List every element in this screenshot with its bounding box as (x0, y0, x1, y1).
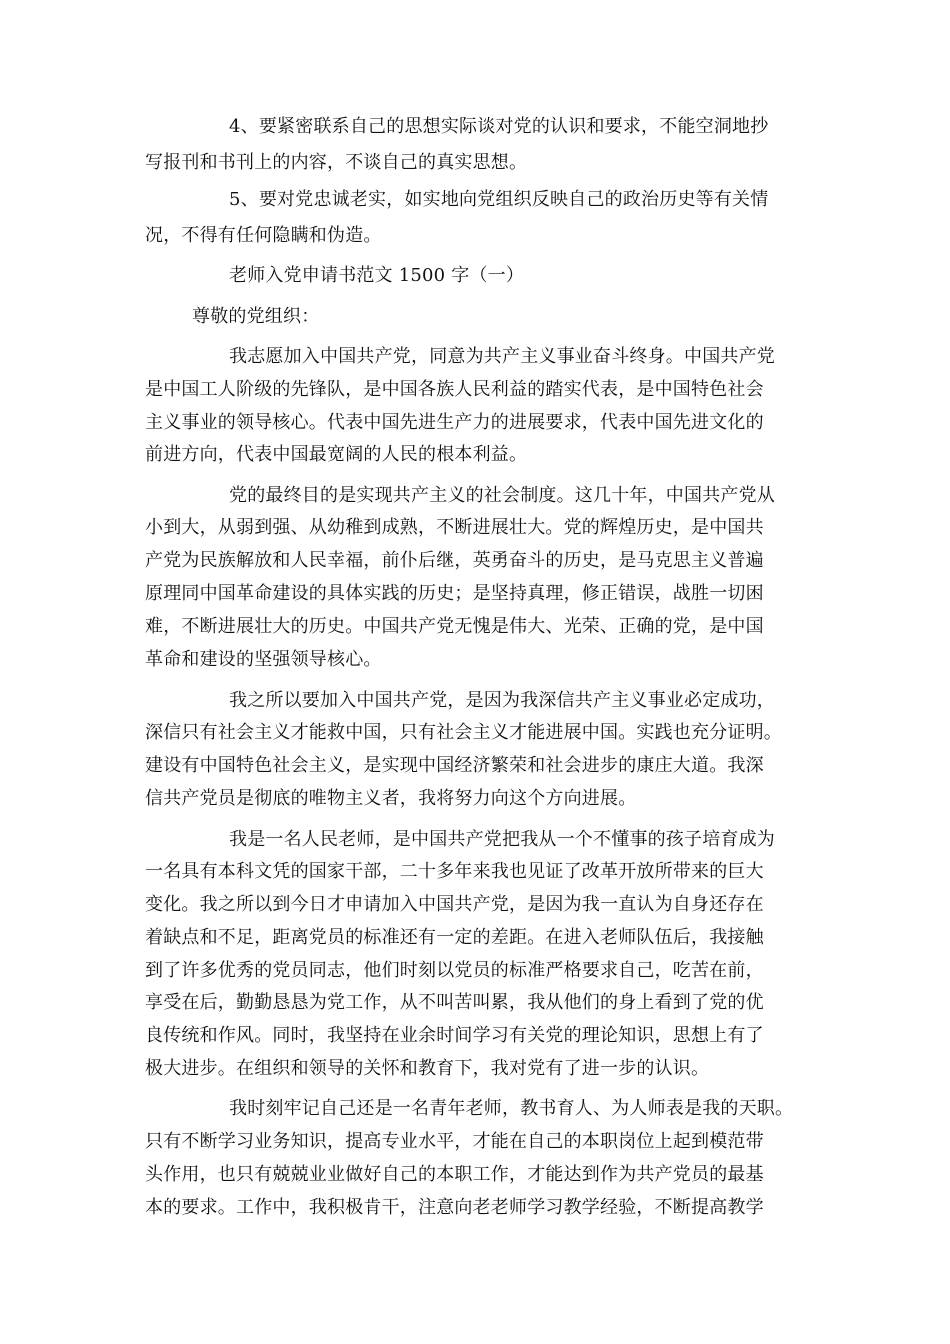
text-line: 变化。我之所以到今日才申请加入中国共产党，是因为我一直认为自身还存在 (145, 894, 764, 915)
text-line: 我时刻牢记自己还是一名青年老师，教书育人、为人师表是我的天职。 (229, 1098, 794, 1119)
text-line: 享受在后，勤勤恳恳为党工作，从不叫苦叫累，我从他们的身上看到了党的优 (145, 992, 764, 1013)
text-line: 极大进步。在组织和领导的关怀和教育下，我对党有了进一步的认识。 (145, 1058, 710, 1079)
text-line: 我志愿加入中国共产党，同意为共产主义事业奋斗终身。中国共产党 (229, 346, 775, 367)
text-line: 头作用，也只有兢兢业业做好自己的本职工作，才能达到作为共产党员的最基 (145, 1164, 764, 1185)
text-line: 着缺点和不足，距离党员的标准还有一定的差距。在进入老师队伍后，我接触 (145, 927, 764, 948)
text-line: 深信只有社会主义才能救中国，只有社会主义才能进展中国。实践也充分证明。 (145, 722, 782, 743)
text-line: 难，不断进展壮大的历史。中国共产党无愧是伟大、光荣、正确的党，是中国 (145, 616, 764, 637)
text-line: 本的要求。工作中，我积极肯干，注意向老老师学习教学经验，不断提高教学 (145, 1197, 764, 1218)
text-line: 党的最终目的是实现共产主义的社会制度。这几十年，中国共产党从 (229, 485, 775, 506)
text-line: 一名具有本科文凭的国家干部，二十多年来我也见证了改革开放所带来的巨大 (145, 861, 764, 882)
text-line: 前进方向，代表中国最宽阔的人民的根本利益。 (145, 444, 528, 465)
text-line: 况，不得有任何隐瞒和伪造。 (145, 225, 382, 246)
text-line: 原理同中国革命建设的具体实践的历史；是坚持真理，修正错误，战胜一切困 (145, 583, 764, 604)
text-line: 产党为民族解放和人民幸福，前仆后继，英勇奋斗的历史，是马克思主义普遍 (145, 550, 764, 571)
text-line: 小到大，从弱到强、从幼稚到成熟，不断进展壮大。党的辉煌历史，是中国共 (145, 517, 764, 538)
text-line: 到了许多优秀的党员同志，他们时刻以党员的标准严格要求自己，吃苦在前， (145, 960, 764, 981)
essay-title: 老师入党申请书范文 1500 字（一） (229, 265, 525, 286)
text-line: 5、要对党忠诚老实，如实地向党组织反映自己的政治历史等有关情 (229, 189, 769, 210)
text-line: 我是一名人民老师，是中国共产党把我从一个不懂事的孩子培育成为 (229, 829, 775, 850)
text-line: 写报刊和书刊上的内容，不谈自己的真实思想。 (145, 152, 528, 173)
text-line: 主义事业的领导核心。代表中国先进生产力的进展要求，代表中国先进文化的 (145, 412, 764, 433)
text-line: 信共产党员是彻底的唯物主义者，我将努力向这个方向进展。 (145, 788, 637, 809)
salutation: 尊敬的党组织： (192, 306, 320, 327)
text-line: 革命和建设的坚强领导核心。 (145, 649, 382, 670)
text-line: 良传统和作风。同时，我坚持在业余时间学习有关党的理论知识，思想上有了 (145, 1025, 764, 1046)
text-line: 是中国工人阶级的先锋队，是中国各族人民利益的踏实代表，是中国特色社会 (145, 379, 764, 400)
text-line: 4、要紧密联系自己的思想实际谈对党的认识和要求，不能空洞地抄 (229, 116, 769, 137)
text-line: 建设有中国特色社会主义，是实现中国经济繁荣和社会进步的康庄大道。我深 (145, 755, 764, 776)
text-line: 只有不断学习业务知识，提高专业水平，才能在自己的本职岗位上起到模范带 (145, 1131, 764, 1152)
text-line: 我之所以要加入中国共产党，是因为我深信共产主义事业必定成功， (229, 690, 775, 711)
